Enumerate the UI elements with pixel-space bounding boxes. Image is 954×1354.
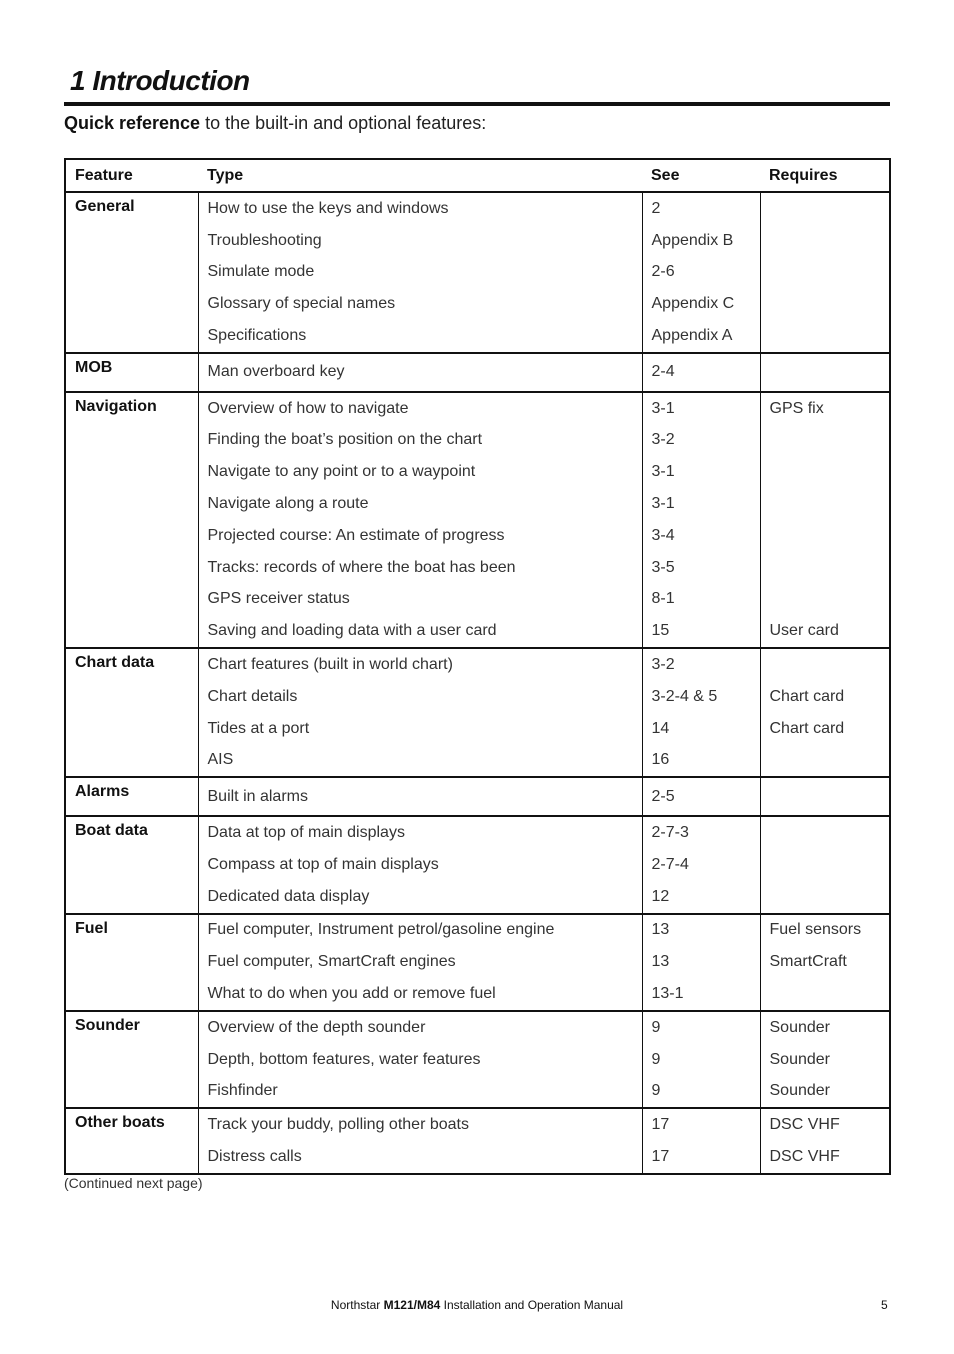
table-row <box>65 1011 890 1044</box>
header-feature: Feature <box>65 159 198 192</box>
table-row <box>65 392 890 425</box>
intro-text: to the built-in and optional features: <box>200 113 487 133</box>
see-cell: 3-2 <box>642 425 760 457</box>
type-cell: Distress calls <box>198 1141 642 1174</box>
table-row <box>65 816 890 849</box>
requires-cell <box>760 225 890 257</box>
feature-cell: General <box>75 198 135 215</box>
see-cell: 15 <box>642 615 760 648</box>
feature-cell: MOB <box>65 353 198 392</box>
see-cell: 3-2 <box>642 648 760 681</box>
see-cell: 2-4 <box>642 353 760 392</box>
feature-cell: Other boats <box>65 1108 198 1174</box>
requires-cell <box>760 584 890 616</box>
see-cell: 9 <box>642 1076 760 1109</box>
see-cell: 2-5 <box>642 777 760 816</box>
requires-cell: Chart card <box>760 681 890 713</box>
see-cell: Appendix C <box>642 288 760 320</box>
requires-cell: User card <box>760 615 890 648</box>
requires-cell: Chart card <box>760 713 890 745</box>
type-cell: Glossary of special names <box>198 288 642 320</box>
requires-cell <box>760 456 890 488</box>
see-cell: 3-1 <box>642 488 760 520</box>
type-cell: AIS <box>198 745 642 778</box>
requires-cell <box>760 648 890 681</box>
see-cell: Appendix B <box>642 225 760 257</box>
type-cell: Track your buddy, polling other boats <box>198 1108 642 1141</box>
type-cell: Navigate along a route <box>198 488 642 520</box>
see-cell: 12 <box>642 881 760 914</box>
requires-cell: Sounder <box>760 1076 890 1109</box>
type-cell: Chart features (built in world chart) <box>198 648 642 681</box>
type-cell: Overview of how to navigate <box>198 392 642 425</box>
chapter-heading <box>64 62 890 106</box>
requires-cell: DSC VHF <box>760 1108 890 1141</box>
see-cell: 2-6 <box>642 257 760 289</box>
type-cell: Overview of the depth sounder <box>198 1011 642 1044</box>
see-cell: 13 <box>642 946 760 978</box>
see-cell: Appendix A <box>642 320 760 353</box>
type-cell: Tracks: records of where the boat has been <box>198 552 642 584</box>
type-cell: Dedicated data display <box>198 881 642 914</box>
page-number: 5 <box>881 1298 888 1312</box>
type-cell: Fuel computer, SmartCraft engines <box>198 946 642 978</box>
type-cell: How to use the keys and windows <box>198 192 642 225</box>
type-cell: Navigate to any point or to a waypoint <box>198 456 642 488</box>
requires-cell <box>760 192 890 225</box>
requires-cell: GPS fix <box>760 392 890 425</box>
feature-cell: Sounder <box>65 1011 198 1108</box>
table-row <box>65 914 890 947</box>
requires-cell <box>760 257 890 289</box>
table-row <box>65 192 890 225</box>
type-cell: Finding the boat’s position on the chart <box>198 425 642 457</box>
requires-cell <box>760 978 890 1011</box>
feature-cell: Alarms <box>65 777 198 816</box>
type-cell: Data at top of main displays <box>198 816 642 849</box>
see-cell: 13 <box>642 914 760 947</box>
type-cell: Built in alarms <box>198 777 642 816</box>
see-cell: 2-7-4 <box>642 849 760 881</box>
type-cell: Troubleshooting <box>198 225 642 257</box>
feature-cell: Boat data <box>65 816 198 913</box>
intro-line <box>64 113 486 134</box>
see-cell: 9 <box>642 1011 760 1044</box>
type-cell: Chart details <box>198 681 642 713</box>
feature-cell: Navigation <box>65 392 198 648</box>
footer-brand: Northstar <box>330 1298 384 1312</box>
page-footer <box>0 1298 954 1312</box>
requires-cell <box>760 816 890 849</box>
see-cell: 2 <box>642 192 760 225</box>
see-cell: 3-1 <box>642 456 760 488</box>
see-cell: 3-1 <box>642 392 760 425</box>
table-row <box>65 1108 890 1141</box>
see-cell: 8-1 <box>642 584 760 616</box>
type-cell: Projected course: An estimate of progress <box>198 520 642 552</box>
requires-cell: Fuel sensors <box>760 914 890 947</box>
type-cell: GPS receiver status <box>198 584 642 616</box>
requires-cell <box>760 745 890 778</box>
requires-cell: Sounder <box>760 1011 890 1044</box>
requires-cell <box>760 520 890 552</box>
header-see: See <box>642 159 760 192</box>
table-body <box>65 192 890 1174</box>
type-cell: Fuel computer, Instrument petrol/gasoline engine <box>198 914 642 947</box>
intro-bold: Quick reference <box>64 113 201 133</box>
feature-cell: Fuel <box>65 914 198 1011</box>
type-cell: Compass at top of main displays <box>198 849 642 881</box>
header-requires: Requires <box>760 159 890 192</box>
type-cell: Specifications <box>198 320 642 353</box>
type-cell: Simulate mode <box>198 257 642 289</box>
see-cell: 2-7-3 <box>642 816 760 849</box>
header-type: Type <box>198 159 642 192</box>
requires-cell <box>760 552 890 584</box>
requires-cell <box>760 777 890 816</box>
table-row <box>65 353 890 392</box>
requires-cell <box>760 320 890 353</box>
see-cell: 16 <box>642 745 760 778</box>
type-cell: Tides at a port <box>198 713 642 745</box>
see-cell: 9 <box>642 1044 760 1076</box>
page-title: 1 Introduction <box>70 65 250 96</box>
requires-cell <box>760 353 890 392</box>
table-header-row <box>65 159 890 192</box>
see-cell: 3-4 <box>642 520 760 552</box>
requires-cell: Sounder <box>760 1044 890 1076</box>
type-cell: Man overboard key <box>198 353 642 392</box>
see-cell: 13-1 <box>642 978 760 1011</box>
table-row <box>65 777 890 816</box>
requires-cell <box>760 288 890 320</box>
see-cell: 17 <box>642 1108 760 1141</box>
type-cell: What to do when you add or remove fuel <box>198 978 642 1011</box>
type-cell: Saving and loading data with a user card <box>198 615 642 648</box>
see-cell: 14 <box>642 713 760 745</box>
table-row <box>65 648 890 681</box>
requires-cell: DSC VHF <box>760 1141 890 1174</box>
type-cell: Fishfinder <box>198 1076 642 1109</box>
see-cell: 17 <box>642 1141 760 1174</box>
continued-note: (Continued next page) <box>64 1175 203 1191</box>
type-cell: Depth, bottom features, water features <box>198 1044 642 1076</box>
quick-reference-table <box>64 158 891 1175</box>
footer-model: M121/M84 <box>383 1298 441 1312</box>
footer-manual: Installation and Operation Manual <box>440 1298 624 1312</box>
see-cell: 3-5 <box>642 552 760 584</box>
requires-cell <box>760 881 890 914</box>
requires-cell: SmartCraft <box>760 946 890 978</box>
requires-cell <box>760 425 890 457</box>
feature-cell: Chart data <box>65 648 198 777</box>
requires-cell <box>760 488 890 520</box>
requires-cell <box>760 849 890 881</box>
see-cell: 3-2-4 & 5 <box>642 681 760 713</box>
